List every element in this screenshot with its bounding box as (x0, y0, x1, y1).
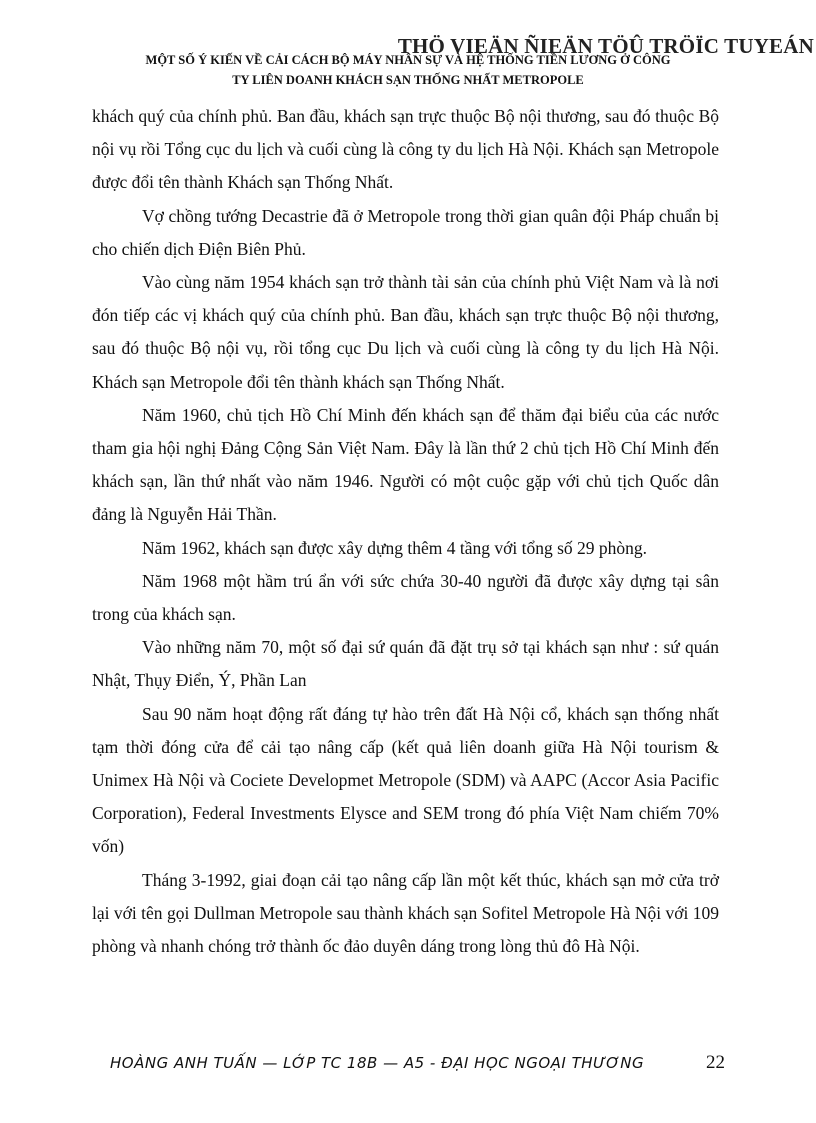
paragraph-continued: khách quý của chính phủ. Ban đầu, khách sạn trực thuộc Bộ nội thương, sau đó thuộc Bộ nội vụ rồi Tổng cục du lịch và cuối cùng là công ty du lịch Hà Nội. Khách sạn Metropole được đổi tên thành Khách sạn Thống Nhất. (92, 106, 719, 193)
paragraph-1992: Tháng 3-1992, giai đoạn cải tạo nâng cấp lần một kết thúc, khách sạn mở cửa trở lại với tên gọi Dullman Metropole sau thành khách sạn Sofitel Metropole Hà Nội với 109 phòng và nhanh chóng trở thành ốc đảo duyên dáng trong lòng thủ đô Hà Nội. (92, 869, 719, 957)
running-header-line-2: TY LIÊN DOANH KHÁCH SẠN THỐNG NHẤT METROPOLE (232, 73, 584, 87)
paragraph-renovation: Sau 90 năm hoạt động rất đáng tự hào trên đất Hà Nội cổ, khách sạn thống nhất tạm thời đóng cửa để cải tạo nâng cấp (kết quả liên doanh giữa Hà Nội tourism & Unimex Hà Nội và Cociete Developmet Metropole (SDM) và AAPC (Accor Asia Pacific Corporation), Federal Investments Elysce and SEM trong đó phía Việt Nam chiếm 70% vốn) (92, 703, 719, 857)
paragraph-decastrie: Vợ chồng tướng Decastrie đã ở Metropole trong thời gian quân đội Pháp chuẩn bị cho chiến dịch Điện Biên Phủ. (92, 205, 719, 259)
paragraph-1954: Vào cùng năm 1954 khách sạn trở thành tài sản của chính phủ Việt Nam và là nơi đón tiếp các vị khách quý của chính phủ. Ban đầu, khách sạn trực thuộc Bộ nội thương, sau đó thuộc Bộ nội vụ, rồi tổng cục Du lịch và cuối cùng là công ty du lịch Hà Nội. Khách sạn Metropole đổi tên thành khách sạn Thống Nhất. (92, 272, 719, 392)
page-number: 22 (706, 1052, 725, 1073)
page-footer (110, 1054, 725, 1078)
library-watermark: THÖ VIEÄN ÑIEÄN TÖÛ TRÖÏC TUYEÁN (397, 34, 814, 58)
paragraph-1968: Năm 1968 một hầm trú ẩn với sức chứa 30-40 người đã được xây dựng tại sân trong của khách sạn. (92, 570, 719, 625)
paragraph-1962: Năm 1962, khách sạn được xây dựng thêm 4 tầng với tổng số 29 phòng. (142, 537, 648, 558)
footer-author: HOÀNG ANH TUẤN — LỚP TC 18B — A5 - ĐẠI HỌC NGOẠI THƯƠNG (110, 1054, 645, 1072)
running-header (88, 50, 728, 90)
document-body (92, 100, 719, 963)
paragraph-embassies: Vào những năm 70, một số đại sứ quán đã đặt trụ sở tại khách sạn như : sứ quán Nhật, Thụy Điển, Ý, Phần Lan (92, 637, 719, 691)
paragraph-1960: Năm 1960, chủ tịch Hồ Chí Minh đến khách sạn để thăm đại biểu của các nước tham gia hội nghị Đảng Cộng Sản Việt Nam. Đây là lần thứ 2 chủ tịch Hồ Chí Minh đến khách sạn, lần thứ nhất vào năm 1946. Người có một cuộc gặp với chủ tịch Quốc dân đảng là Nguyễn Hải Thần. (92, 404, 719, 525)
running-header-line-1: MỘT SỐ Ý KIẾN VỀ CẢI CÁCH BỘ MÁY NHÂN SỰ VÀ HỆ THỐNG TIỀN LƯƠNG Ở CÔNG (145, 53, 671, 67)
